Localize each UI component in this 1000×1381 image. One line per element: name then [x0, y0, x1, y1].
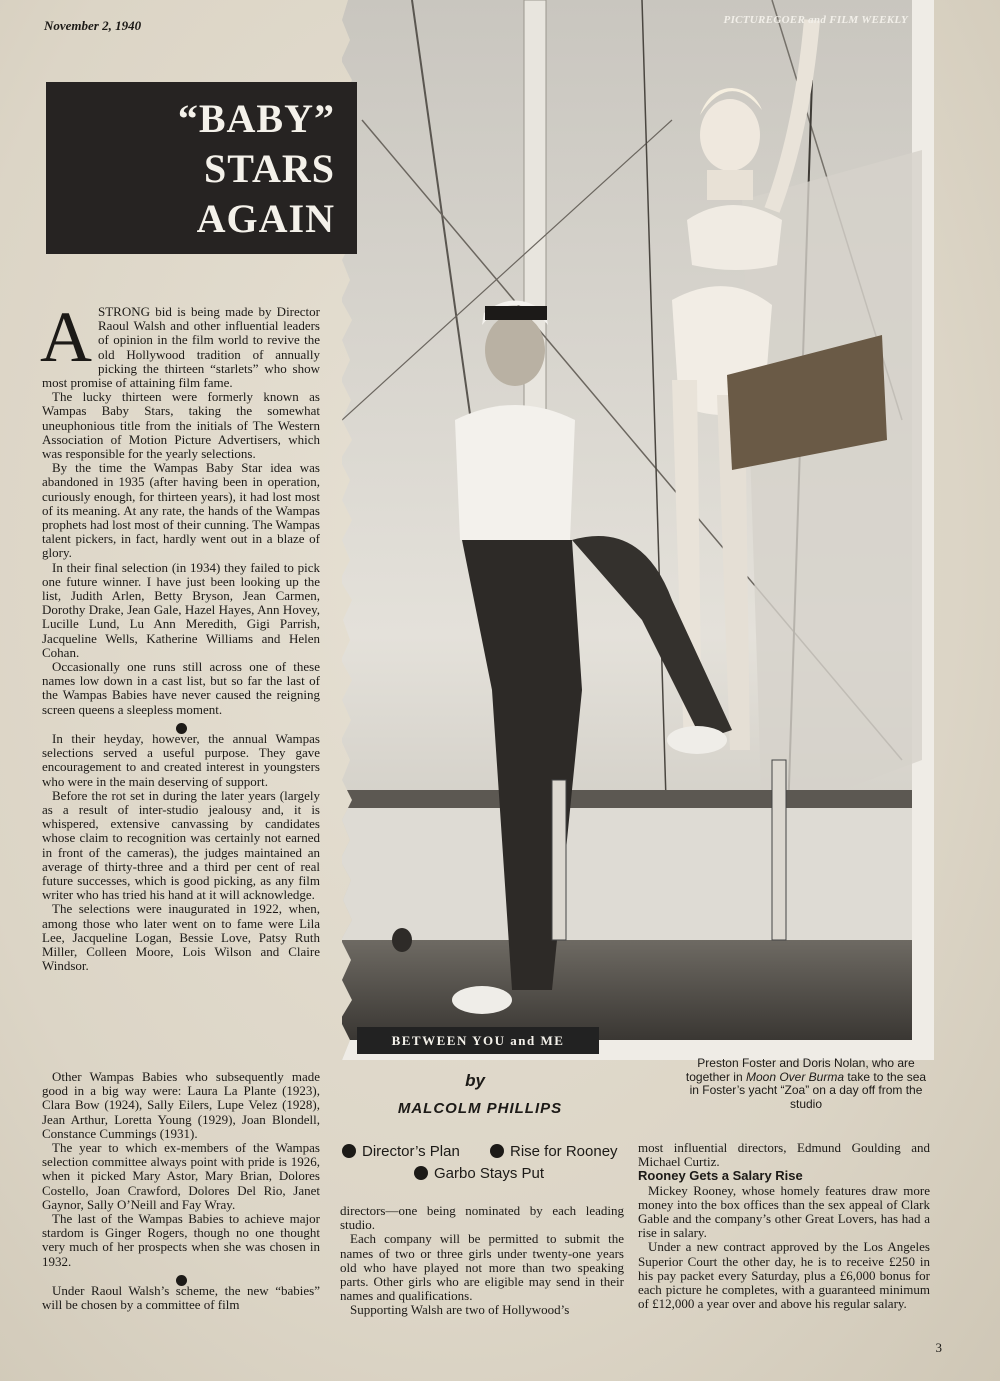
drop-cap: A [40, 297, 92, 377]
paragraph: The year to which ex-members of the Wampas selection committee always point with pride is 1926, when it picked Mary Astor, Mary Brian, Dolores Costello, Joan Crawford, Dolores Del Rio, Janet Gaynor, Sally O’Neill and Fay Wray. [42, 1140, 320, 1212]
column-banner: BETWEEN YOU and ME [357, 1027, 599, 1054]
magazine-name: PICTUREGOER and FILM WEEKLY [723, 14, 908, 26]
bullet-icon [414, 1166, 428, 1180]
caption-text: Preston Foster and Doris Nolan, who are together in [685, 1056, 915, 1084]
paragraph: The last of the Wampas Babies to achieve major stardom is Ginger Rogers, though no one thought very much of her prospects when she was chosen in 1932. [42, 1211, 320, 1269]
topic-label: Garbo Stays Put [434, 1165, 545, 1182]
paragraph: Under Raoul Walsh’s scheme, the new “babies” will be chosen by a committee of film [42, 1282, 320, 1313]
byline-author: MALCOLM PHILLIPS [397, 1100, 563, 1117]
paragraph: Supporting Walsh are two of Hollywood’s [350, 1302, 570, 1318]
paragraph: By the time the Wampas Baby Star idea was abandoned in 1935 (after having been in operation, curiously enough, for thirteen years), it had lost most of its meaning. At any rate, the hands of the Wampas prophets had lost most of their cunning. The Wampas talent pickers, in fact, hardly went out in a blaze of glory. [42, 460, 320, 561]
caption-text-end: take to the sea in Foster’s yacht “Zoa” on a day off from the studio [689, 1069, 927, 1111]
paragraph: In their heyday, however, the annual Wampas selections served a useful purpose. They gave encouragement to and created interest in youngsters who were in the main deserving of support. [42, 730, 320, 789]
photo-caption [680, 1057, 932, 1111]
byline-by: by [465, 1071, 485, 1090]
paragraph: Mickey Rooney, whose homely features draw more money into the box offices than the sex appeal of Clark Gable and the company’s other Great Lovers, has had a rise in salary. [638, 1182, 930, 1241]
paragraph: In their final selection (in 1934) they failed to pick one future winner. I have just been looking up the list, Judith Arlen, Betty Bryson, Jean Carmen, Dorothy Drake, Jean Gale, Hazel Hayes, Ann Hovey, Lucille Lund, Lu Ann Meredith, Gigi Parrish, Jacqueline Wells, Katherine Williams and Helen Cohan. [42, 559, 320, 660]
article-column-1-lower [42, 1070, 320, 1312]
article-column-2 [340, 1204, 624, 1318]
paragraph: The lucky thirteen were formerly known as Wampas Baby Stars, taking the somewhat uneuphonious title from the initials of The Western Association of Motion Picture Advertisers, which was responsible for the yearly selections. [42, 389, 320, 462]
paragraph: most influential directors, Edmund Goulding and Michael Curtiz. [638, 1140, 930, 1170]
paragraph: Under a new contract approved by the Los Angeles Superior Court the other day, he is to receive £250 in his pay packet every Saturday, plus a £6,000 bonus for each picture he completes, with a guaranteed minimum of £12,000 a year over and above his regular salary. [638, 1239, 930, 1312]
issue-date: November 2, 1940 [44, 18, 142, 33]
title-line-3: AGAIN [196, 196, 335, 241]
topic-label: Director’s Plan [362, 1143, 460, 1160]
topic-item [490, 1143, 618, 1160]
paragraph: Occasionally one runs still across one of these names low down in a cast list, but so far the last of the Wampas Babies have never caused the reigning screen queens a sleepless moment. [42, 659, 320, 717]
topic-item [414, 1165, 544, 1182]
bullet-icon [342, 1144, 356, 1158]
article-column-3 [638, 1141, 930, 1311]
subheading: Rooney Gets a Salary Rise [638, 1168, 803, 1184]
paragraph: Each company will be permitted to submit the names of two or three girls under twenty-one years old who have played not more than two speaking parts. Other girls who are eligible may send in their names and qualifications. [340, 1231, 624, 1304]
article-column-1 [40, 297, 320, 974]
paragraph: Other Wampas Babies who subsequently made good in a big way were: Laura La Plante (1923), Clara Bow (1924), Sally Eilers, Lupe Velez (1928), Jean Arthur, Loretta Young (1929), Joan Blondell, Constance Cummings (1931). [42, 1069, 320, 1141]
paragraph: STRONG bid is being made by Director Raoul Walsh and other influential leaders of opinion in the film world to revive the old Hollywood tradition of annually picking the thirteen “starlets” who show most promise of attaining film fame. [42, 304, 320, 391]
paragraph: The selections were inaugurated in 1922, when, among those who later went on to fame were Lila Lee, Jacqueline Logan, Bessie Love, Patsy Ruth Miller, Colleen Moore, Lois Wilson and Claire Windsor. [42, 901, 320, 974]
title-line-2: STARS [204, 146, 335, 191]
topic-item [342, 1143, 460, 1160]
caption-film-title: Moon Over Burma [745, 1069, 845, 1084]
page-number: 3 [935, 1340, 942, 1355]
paragraph: Before the rot set in during the later years (largely as a result of inter-studio jealousy and, it is whispered, extensive canvassing by candidates whose claim to recognition was certainly not earned in front of the cameras), the judges maintained an average of thirty-three and a third per cent of real future successes, which is good picking, as any film writer who has tried his hand at it will acknowledge. [42, 787, 320, 903]
title-line-1: “BABY” [177, 96, 335, 141]
bullet-icon [490, 1144, 504, 1158]
paragraph: directors—one being nominated by each leading studio. [340, 1203, 624, 1233]
yacht-photo [342, 0, 934, 1060]
article-title [46, 82, 357, 254]
topic-label: Rise for Rooney [510, 1143, 618, 1160]
